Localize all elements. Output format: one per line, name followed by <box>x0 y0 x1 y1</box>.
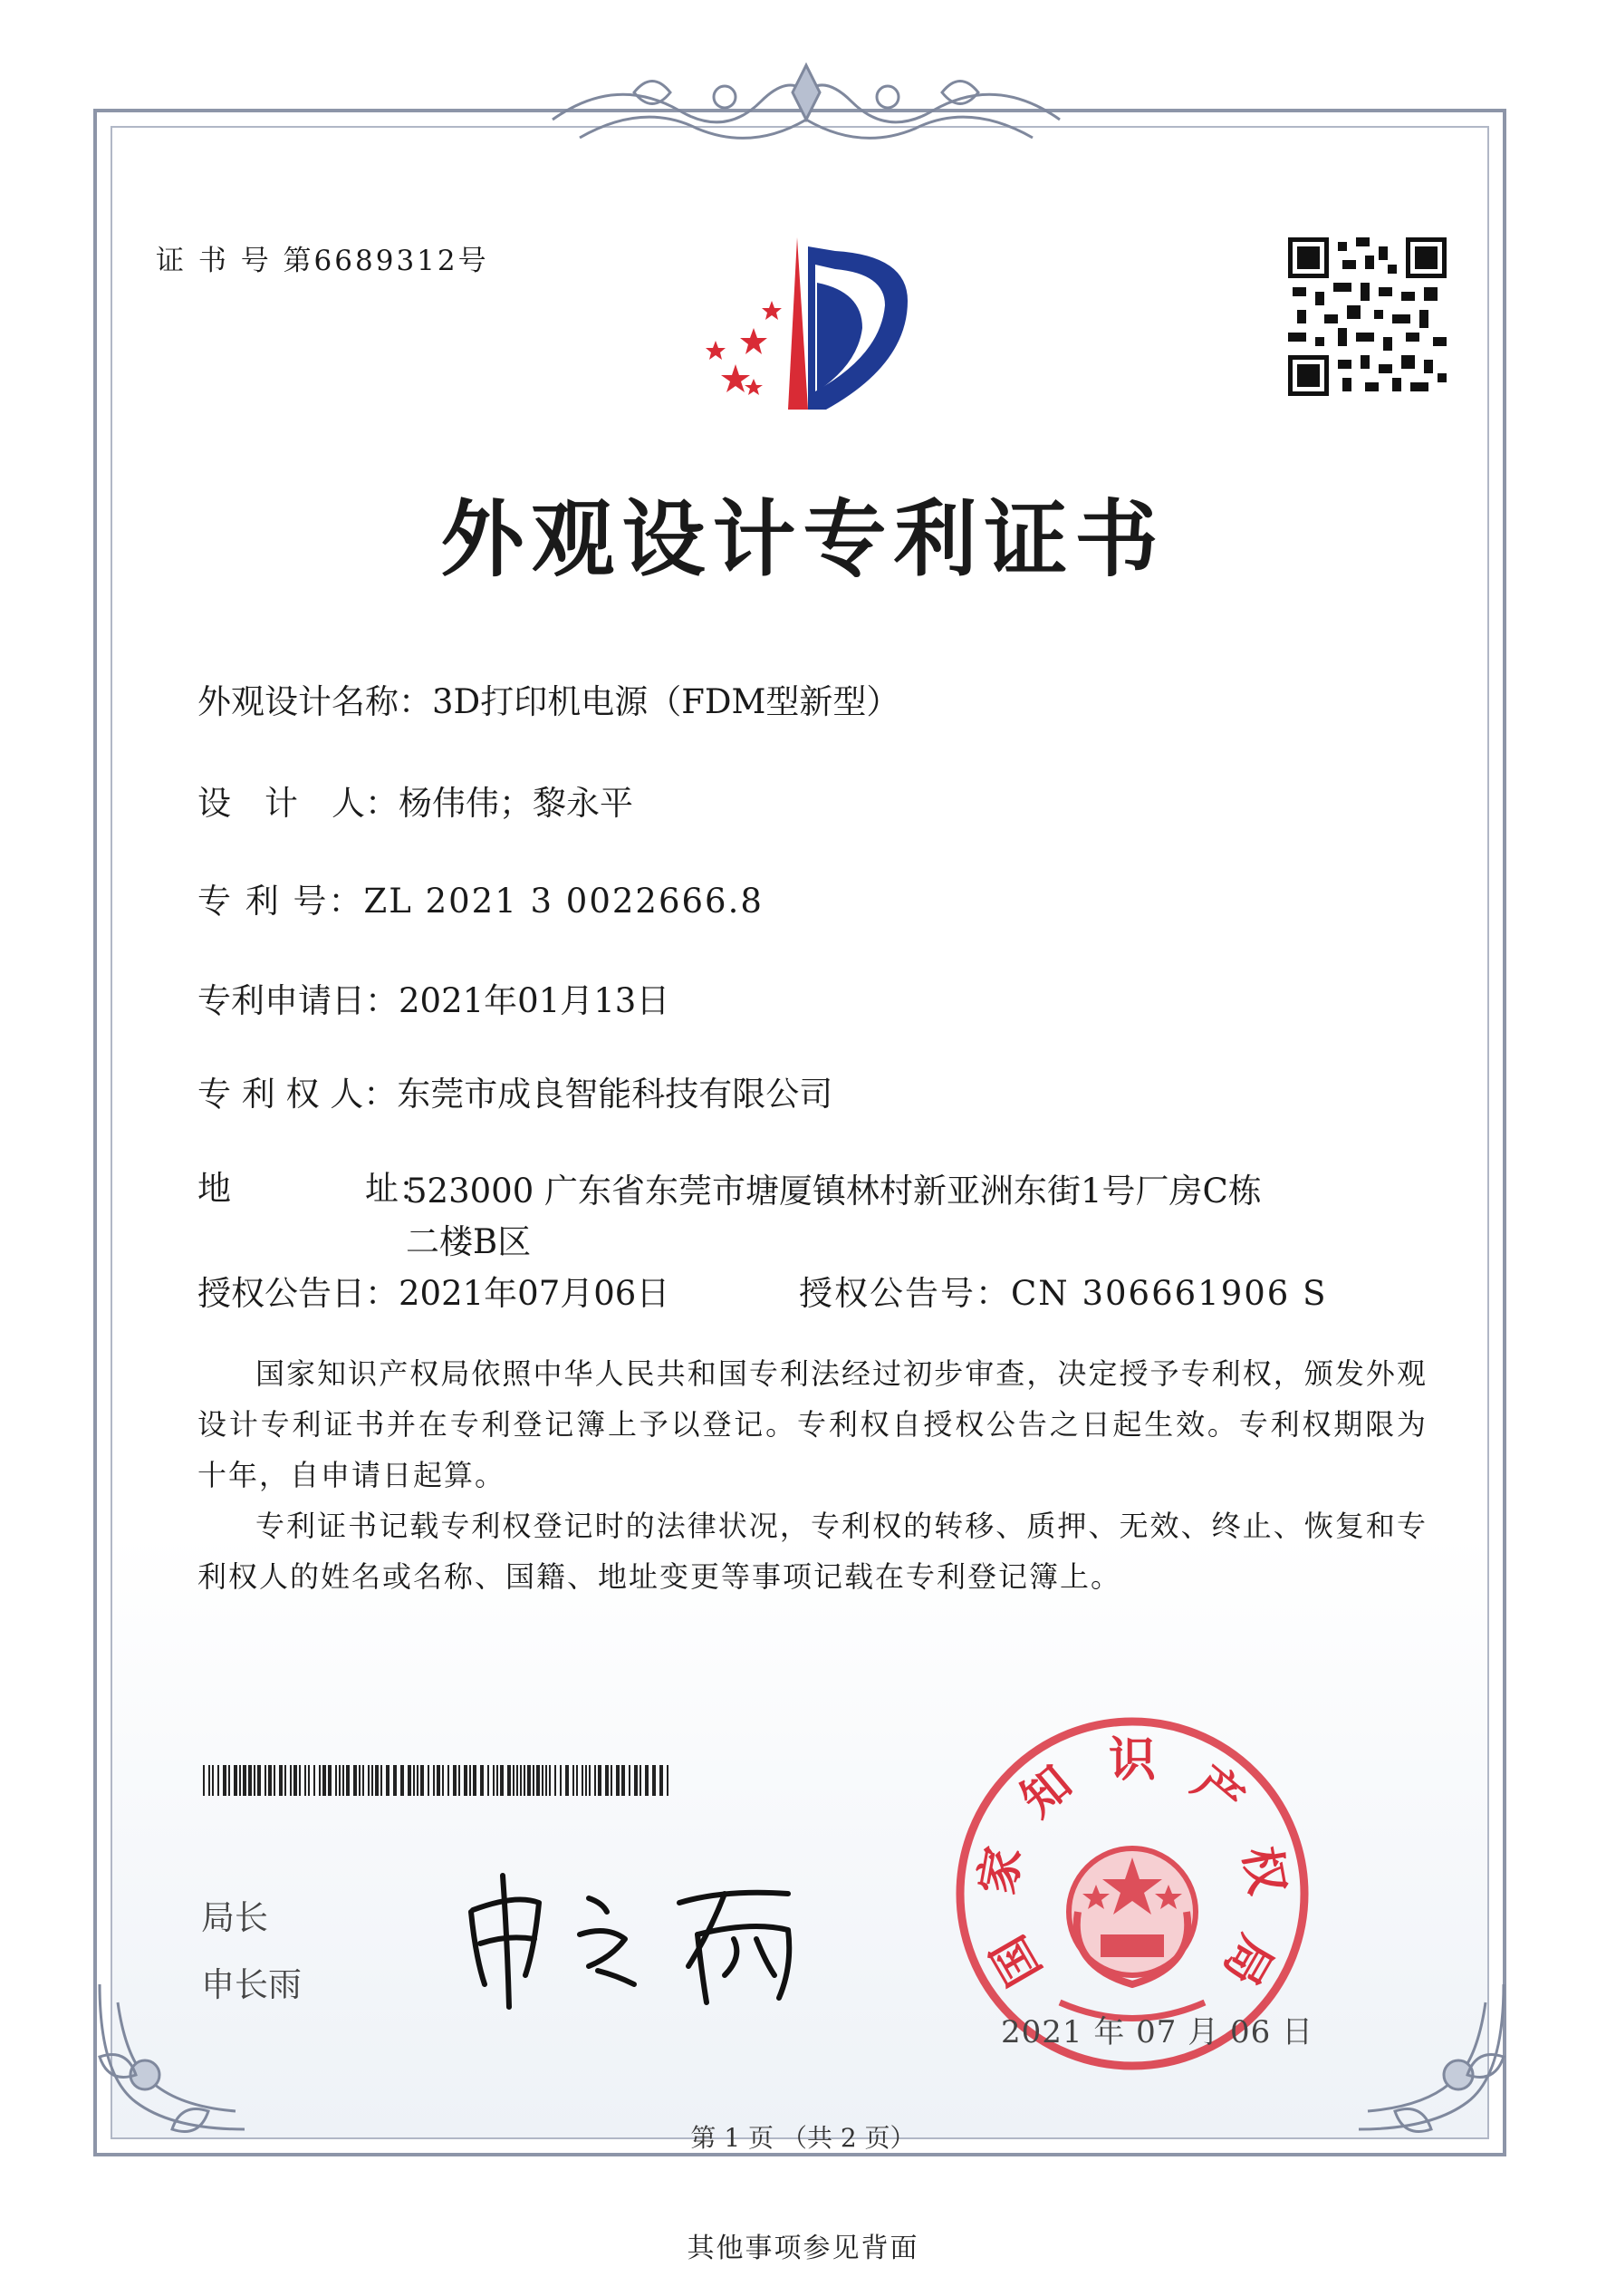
publication-number-value: CN 306661906 S <box>1011 1274 1328 1313</box>
certificate-title: 外观设计专利证书 <box>440 491 1166 588</box>
director-name: 申长雨 <box>201 1965 302 2004</box>
patentee-row <box>197 1072 832 1117</box>
seal-character: 权 <box>1232 1842 1294 1899</box>
top-ornament-icon <box>543 56 1069 165</box>
patent-number-label: 专 利 号： <box>197 882 364 921</box>
publication-number-label: 授权公告号： <box>799 1274 1011 1313</box>
application-date-value: 2021年01月13日 <box>399 981 670 1020</box>
patentee-value: 东莞市成良智能科技有限公司 <box>397 1075 833 1114</box>
barcode-icon <box>203 1765 674 1796</box>
director-title: 局长 <box>201 1898 268 1937</box>
publication-date-value: 2021年07月06日 <box>399 1274 670 1313</box>
footer-note: 其他事项参见背面 <box>687 2233 919 2264</box>
cnipa-emblem-icon <box>681 228 926 410</box>
seal-character: 局 <box>1212 1925 1284 1995</box>
designers-label: 设 计 人： <box>197 784 399 823</box>
publication-date-row <box>197 1271 669 1317</box>
patent-number-value: ZL 2021 3 0022666.8 <box>363 882 764 921</box>
seal-character: 家 <box>970 1842 1033 1899</box>
patent-number-row <box>197 879 764 924</box>
application-date-row <box>197 979 669 1024</box>
application-date-label: 专利申请日： <box>197 981 399 1020</box>
designers-row <box>197 781 633 826</box>
designers-value: 杨伟伟；黎永平 <box>399 784 633 823</box>
qr-code-icon <box>1288 237 1447 396</box>
certificate-number: 证 书 号 第6689312号 <box>156 245 489 277</box>
page-number: 第 1 页 （共 2 页） <box>690 2123 916 2153</box>
body-paragraph: 专利证书记载专利权登记时的法律状况，专利权的转移、质押、无效、终止、恢复和专利权人的姓名或名称、国籍、地址变更等事项记载在专利登记簿上。 <box>197 1509 1428 1594</box>
body-paragraph: 国家知识产权局依照中华人民共和国专利法经过初步审查，决定授予专利权，颁发外观设计专利证书并在专利登记簿上予以登记。专利权自授权公告之日起生效。专利权期限为十年，自申请日起算。 <box>197 1356 1428 1492</box>
design-name-label: 外观设计名称： <box>197 682 432 721</box>
seal-character: 国 <box>981 1925 1053 1995</box>
seal-character: 知 <box>1011 1755 1082 1828</box>
seal-character: 产 <box>1182 1755 1254 1828</box>
publication-date-label: 授权公告日： <box>197 1274 399 1313</box>
certificate-body <box>197 1348 1428 1602</box>
patentee-label: 专 利 权 人： <box>197 1075 398 1114</box>
address-label: 地 址： <box>197 1169 432 1208</box>
seal-character: 识 <box>1108 1733 1157 1788</box>
design-name-row <box>197 680 899 725</box>
design-name-value: 3D打印机电源（FDM型新型） <box>432 682 900 721</box>
director-signature-icon <box>453 1848 833 2011</box>
seal-date: 2021 年 07 月 06 日 <box>1001 2014 1314 2050</box>
address-value: 523000 广东省东莞市塘厦镇林村新亚洲东街1号厂房C栋二楼B区 <box>406 1172 1262 1261</box>
publication-number-row <box>799 1271 1327 1317</box>
